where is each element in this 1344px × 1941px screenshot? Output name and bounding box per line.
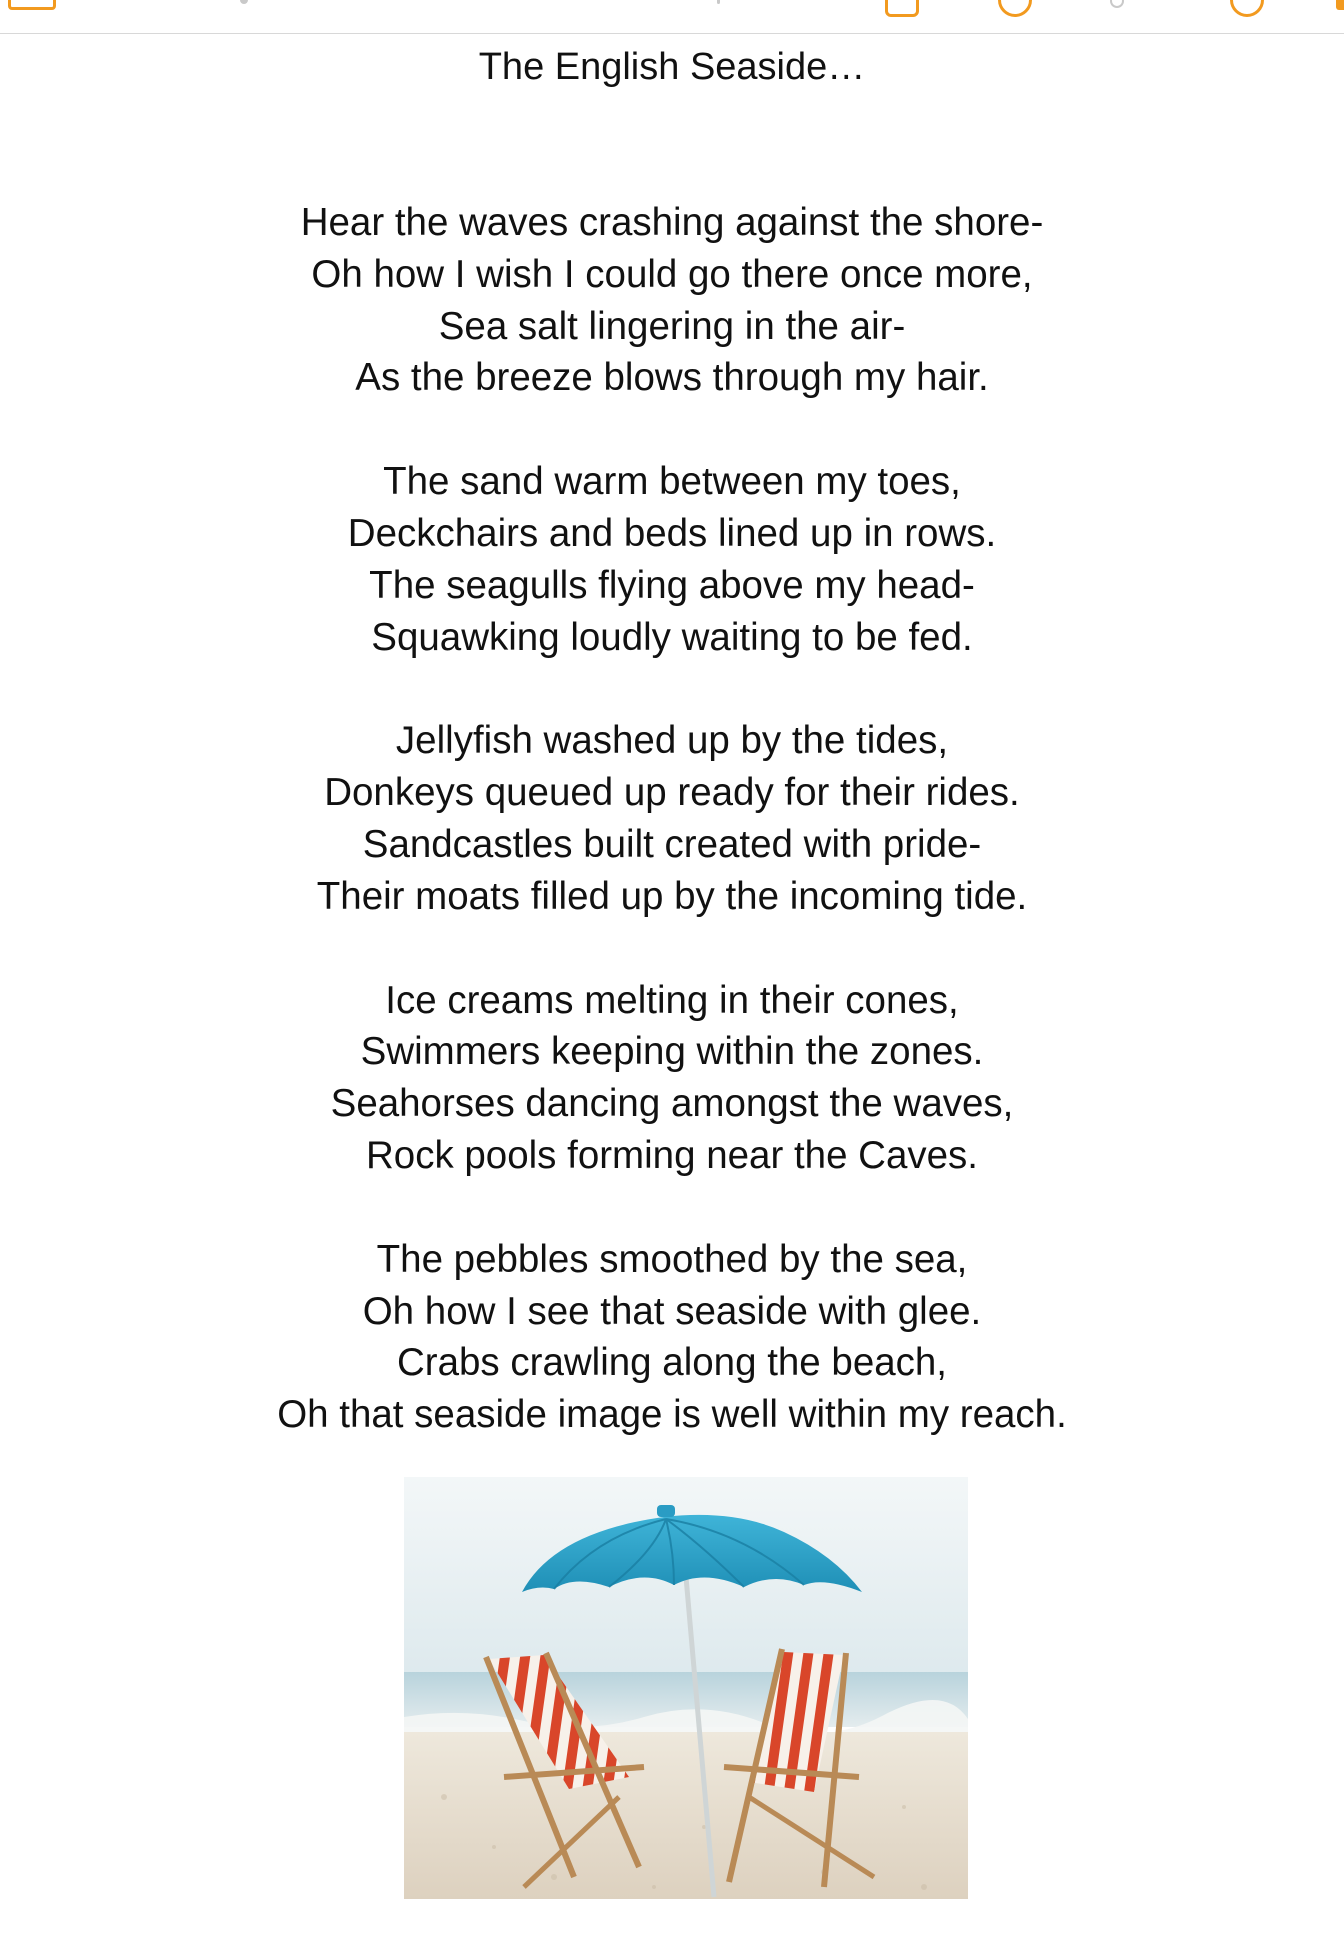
- stanza: [0, 197, 1344, 404]
- edge-handle-icon[interactable]: [1336, 0, 1344, 10]
- poem-line: Jellyfish washed up by the tides,: [395, 719, 949, 763]
- poem-line: As the breeze blows through my hair.: [355, 356, 989, 400]
- tick-icon: [717, 0, 720, 4]
- stanza: [0, 975, 1344, 1182]
- stanza: [0, 456, 1344, 663]
- circle-icon[interactable]: [1230, 0, 1264, 17]
- document-icon[interactable]: [885, 0, 919, 17]
- circle-icon[interactable]: [998, 0, 1032, 17]
- poem-line: Sea salt lingering in the air-: [438, 304, 906, 348]
- poem-body: [0, 197, 1344, 1493]
- poem-line: Swimmers keeping within the zones.: [360, 1030, 984, 1074]
- poem-line: Ice creams melting in their cones,: [385, 978, 959, 1022]
- poem-line: Hear the waves crashing against the shore-: [300, 201, 1044, 244]
- beach-photo: [404, 1477, 968, 1899]
- poem-line: Squawking loudly waiting to be fed.: [371, 615, 973, 659]
- poem-line: Crabs crawling along the beach,: [396, 1341, 948, 1385]
- umbrella-top: [657, 1505, 675, 1517]
- poem-line: Their moats filled up by the incoming tide.: [316, 874, 1028, 918]
- poem-title: The English Seaside…: [478, 46, 866, 88]
- poem-line: Oh how I wish I could go there once more,: [311, 252, 1033, 296]
- poem-line: Oh how I see that seaside with glee.: [362, 1289, 982, 1333]
- poem-line: Sandcastles built created with pride-: [362, 822, 982, 866]
- menu-icon[interactable]: [8, 0, 56, 10]
- poem-line: Oh that seaside image is well within my reach.: [277, 1393, 1067, 1437]
- pin-icon[interactable]: [1110, 0, 1124, 8]
- poem-line: Rock pools forming near the Caves.: [365, 1133, 978, 1177]
- poem-line: The seagulls flying above my head-: [369, 563, 975, 607]
- poem-line: Deckchairs and beds lined up in rows.: [347, 511, 997, 555]
- dot-icon: [240, 0, 248, 4]
- stanza: [0, 1234, 1344, 1441]
- sand: [404, 1732, 968, 1899]
- top-toolbar: [0, 0, 1344, 34]
- poem-line: The pebbles smoothed by the sea,: [376, 1237, 968, 1281]
- poem-line: The sand warm between my toes,: [383, 460, 961, 504]
- poem-line: Seahorses dancing amongst the waves,: [330, 1082, 1014, 1126]
- stanza: [0, 715, 1344, 922]
- poem-line: Donkeys queued up ready for their rides.: [324, 771, 1020, 815]
